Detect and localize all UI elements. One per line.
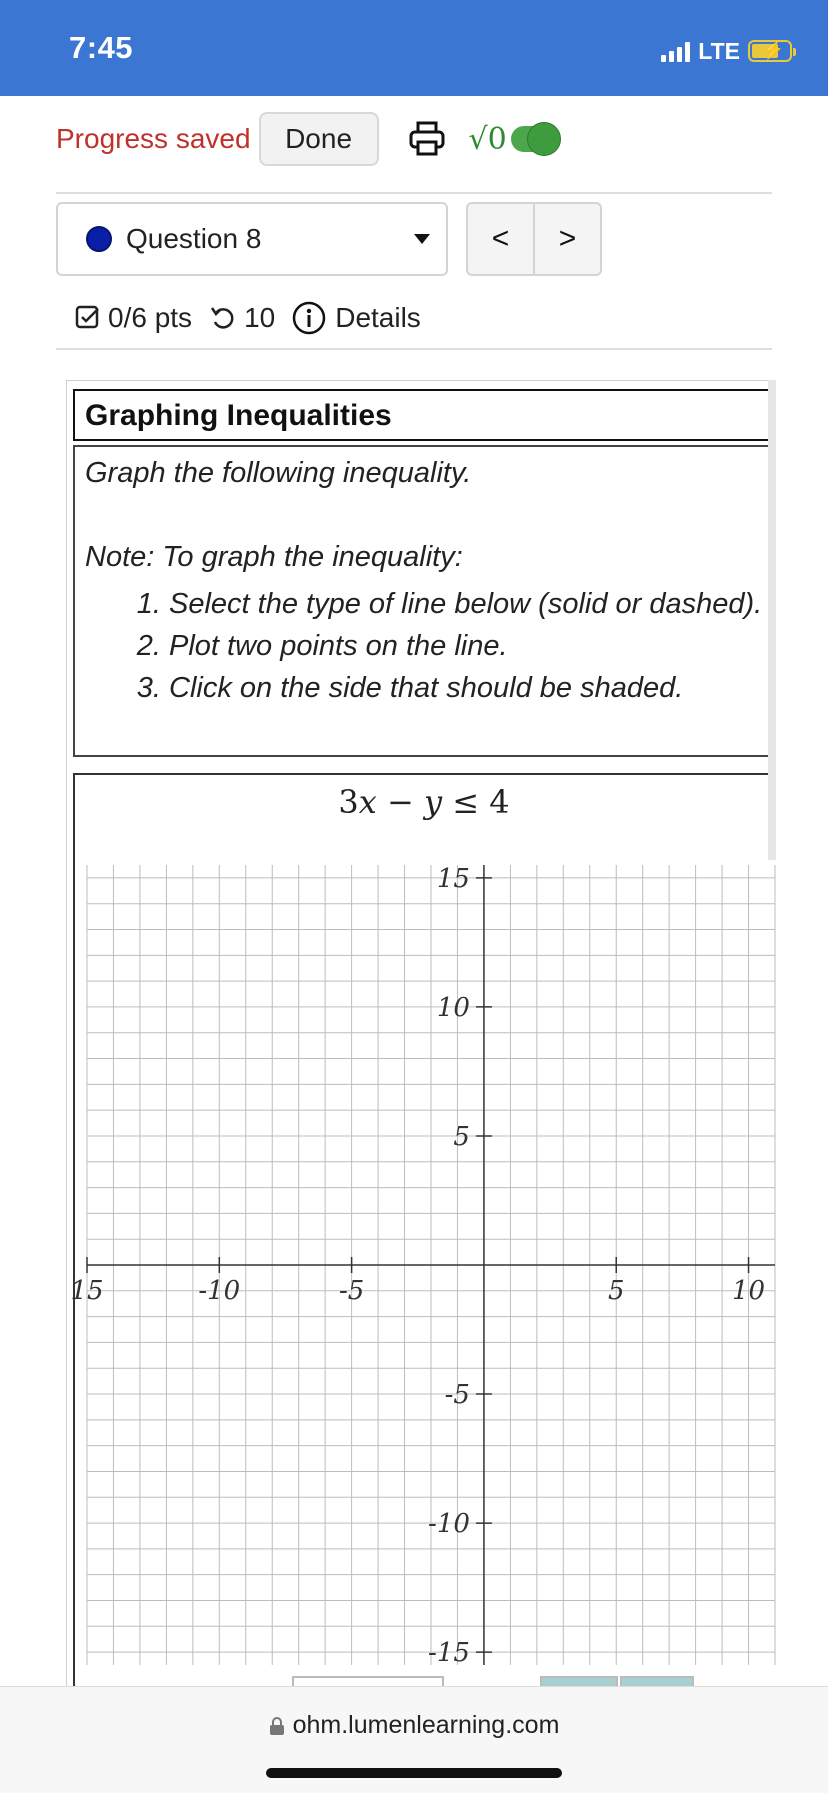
signal-icon	[661, 40, 690, 62]
math-display-toggle[interactable]	[511, 126, 557, 152]
inequality-const: 4	[489, 783, 510, 821]
divider	[56, 192, 772, 194]
step-item: 3. Click on the side that should be shaded.	[169, 667, 762, 709]
question-panel	[66, 380, 768, 1700]
scrollbar[interactable]	[768, 380, 776, 860]
y-tick-label: -15	[428, 1638, 470, 1669]
inequality-coef: 3	[338, 783, 359, 821]
status-bar	[0, 0, 828, 96]
y-tick-label: -10	[428, 1509, 470, 1540]
step-item: 2. Plot two points on the line.	[169, 625, 762, 667]
question-nav-group	[466, 202, 602, 276]
lock-icon	[269, 1716, 285, 1736]
print-icon[interactable]	[407, 119, 447, 159]
progress-saved-text: Progress saved	[56, 123, 251, 154]
instructions-box	[73, 445, 773, 757]
next-question-button[interactable]: >	[533, 204, 600, 274]
status-indicators	[661, 36, 792, 66]
toggle-knob	[527, 122, 561, 156]
caret-down-icon	[414, 234, 430, 244]
x-tick-label: 15	[70, 1276, 104, 1306]
retry-icon	[208, 303, 238, 333]
y-tick-label: -5	[444, 1380, 470, 1411]
attempts-text: 10	[244, 302, 276, 333]
url-text: ohm.lumenlearning.com	[292, 1711, 560, 1739]
checkbox-icon	[74, 304, 102, 332]
x-tick-label: 5	[607, 1276, 625, 1306]
status-time: 7:45	[69, 30, 134, 65]
home-indicator[interactable]	[266, 1768, 562, 1778]
info-icon	[291, 300, 327, 336]
battery-charging-icon: ⚡	[748, 40, 792, 62]
address-bar[interactable]	[0, 1711, 828, 1740]
points-item	[74, 302, 192, 334]
attempts-item	[208, 302, 275, 334]
details-label: Details	[335, 302, 421, 333]
x-tick-label: 10	[731, 1276, 766, 1306]
y-tick-label: 15	[436, 863, 470, 894]
math-display-label: √0	[468, 121, 507, 157]
network-type: LTE	[698, 37, 740, 64]
previous-question-button[interactable]: <	[491, 222, 510, 255]
score-row	[74, 296, 421, 340]
question-title-box	[73, 389, 773, 441]
graph-box	[70, 773, 773, 1713]
question-title: Graphing Inequalities	[85, 399, 392, 432]
divider	[56, 348, 772, 350]
details-button[interactable]	[291, 300, 421, 336]
inequality-minus: −	[376, 783, 424, 821]
question-prompt: Graph the following inequality.	[85, 457, 472, 489]
question-select-value: Question 8	[126, 223, 262, 254]
inequality-leq: ≤	[442, 783, 490, 821]
top-toolbar	[56, 110, 772, 168]
x-tick-label: -10	[198, 1276, 241, 1306]
inequality-var-y: y	[423, 783, 443, 821]
step-item: 1. Select the type of line below (solid or dashed).	[169, 583, 762, 625]
question-note: Note: To graph the inequality:	[85, 541, 463, 573]
question-select[interactable]	[56, 202, 448, 276]
y-tick-label: 10	[436, 992, 470, 1023]
x-tick-label: -5	[338, 1276, 365, 1306]
points-text: 0/6 pts	[108, 302, 193, 333]
graph-canvas[interactable]	[70, 775, 775, 1715]
done-button[interactable]: Done	[259, 112, 379, 166]
steps-list	[125, 583, 762, 709]
y-tick-label: 5	[453, 1121, 470, 1152]
question-status-dot	[86, 226, 112, 252]
inequality-var-x: x	[358, 783, 377, 821]
